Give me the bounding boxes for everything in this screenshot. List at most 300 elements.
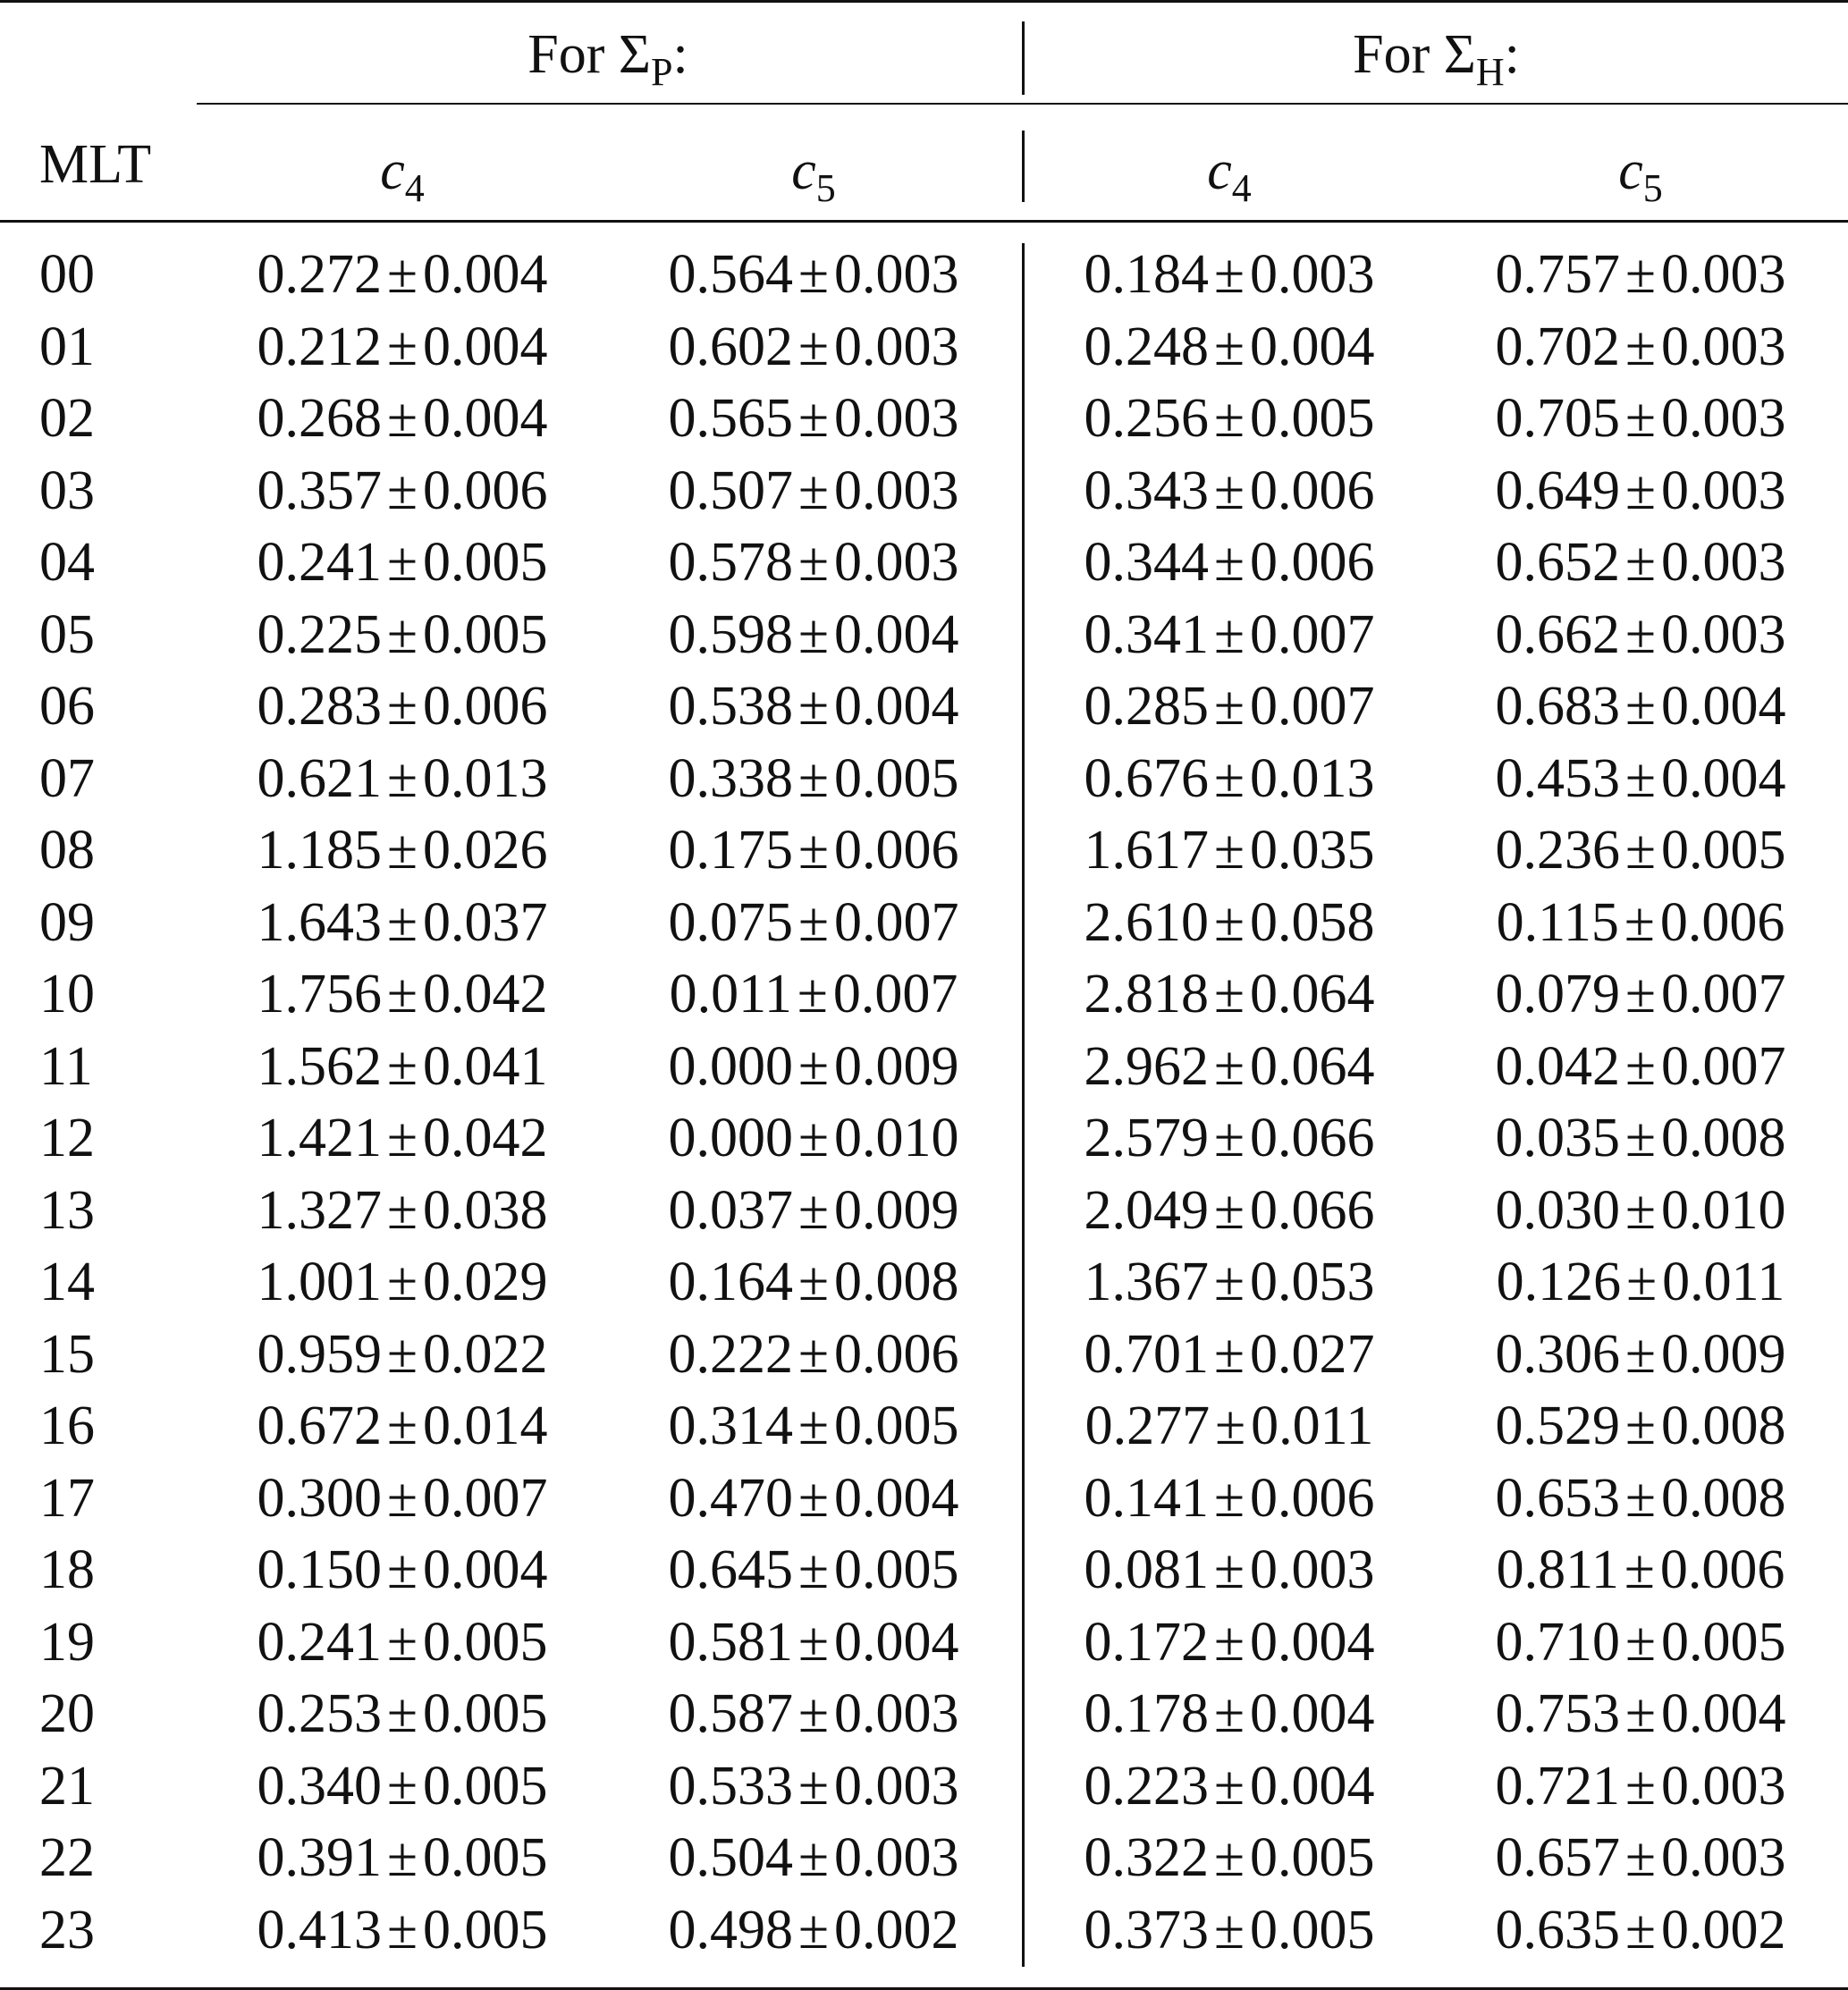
column-header-mlt: MLT <box>39 134 152 195</box>
value: 0.222 <box>668 1323 793 1385</box>
value: 0.602 <box>668 316 793 377</box>
uncertainty: 0.004 <box>423 1539 548 1600</box>
value-cell-h-c5 <box>1453 1822 1828 1893</box>
table-row <box>0 1894 1848 1966</box>
table-row <box>0 1319 1848 1390</box>
plus-minus-sign: ± <box>1213 1827 1245 1888</box>
value: 0.000 <box>668 1108 793 1168</box>
plus-minus-sign: ± <box>1215 1396 1246 1456</box>
uncertainty: 0.041 <box>423 1035 548 1097</box>
value: 0.413 <box>257 1899 382 1960</box>
value: 0.598 <box>668 603 793 665</box>
value-cell-p-c4 <box>215 1894 590 1966</box>
plus-minus-sign: ± <box>797 964 828 1025</box>
plus-minus-sign: ± <box>1624 532 1657 593</box>
value: 1.367 <box>1084 1252 1209 1312</box>
plus-minus-sign: ± <box>1213 1323 1245 1385</box>
value: 0.035 <box>1495 1108 1620 1168</box>
plus-minus-sign: ± <box>1624 1611 1657 1673</box>
plus-minus-sign: ± <box>386 1827 418 1888</box>
value-cell-h-c4 <box>1042 311 1417 383</box>
plus-minus-sign: ± <box>386 1179 418 1241</box>
uncertainty: 0.005 <box>1661 820 1786 881</box>
mlt-cell: 11 <box>39 1035 93 1097</box>
table-row <box>0 455 1848 527</box>
value: 0.344 <box>1084 532 1209 593</box>
uncertainty: 0.003 <box>1661 1755 1786 1817</box>
plus-minus-sign: ± <box>386 1683 418 1744</box>
plus-minus-sign: ± <box>797 460 830 521</box>
value: 0.150 <box>257 1539 382 1600</box>
uncertainty: 0.003 <box>1661 603 1786 665</box>
uncertainty: 0.005 <box>423 1899 548 1960</box>
value: 0.268 <box>257 388 382 449</box>
plus-minus-sign: ± <box>1213 1467 1245 1529</box>
plus-minus-sign: ± <box>1213 603 1245 665</box>
value-cell-p-c5 <box>626 1246 1001 1318</box>
plus-minus-sign: ± <box>386 1035 418 1097</box>
value: 0.721 <box>1495 1755 1620 1817</box>
mlt-cell: 08 <box>39 820 95 881</box>
table-row <box>0 743 1848 814</box>
value-cell-h-c5 <box>1453 311 1828 383</box>
plus-minus-sign: ± <box>1213 820 1245 881</box>
uncertainty: 0.006 <box>1659 891 1785 953</box>
value: 0.283 <box>257 676 382 737</box>
mlt-cell: 14 <box>39 1252 95 1312</box>
plus-minus-sign: ± <box>386 964 418 1025</box>
table-row <box>0 1750 1848 1822</box>
value-cell-h-c5 <box>1453 1319 1828 1390</box>
uncertainty: 0.004 <box>834 1467 959 1529</box>
value: 0.241 <box>257 532 382 593</box>
value-cell-h-c5 <box>1453 958 1828 1030</box>
mlt-cell: 03 <box>39 460 95 521</box>
value-cell-h-c4 <box>1042 814 1417 886</box>
value: 0.391 <box>257 1827 382 1888</box>
plus-minus-sign: ± <box>1624 891 1655 953</box>
value-cell-p-c4 <box>215 383 590 454</box>
plus-minus-sign: ± <box>386 1899 418 1960</box>
value-cell-h-c5 <box>1453 1175 1828 1246</box>
value-cell-p-c4 <box>215 1534 590 1606</box>
plus-minus-sign: ± <box>386 532 418 593</box>
value: 0.705 <box>1495 388 1620 449</box>
value-cell-h-c4 <box>1042 887 1417 958</box>
value: 1.185 <box>257 820 382 881</box>
uncertainty: 0.066 <box>1250 1179 1375 1241</box>
uncertainty: 0.004 <box>1661 747 1786 809</box>
uncertainty: 0.003 <box>834 460 959 521</box>
value-cell-h-c4 <box>1042 1319 1417 1390</box>
plus-minus-sign: ± <box>1624 316 1657 377</box>
value-cell-h-c4 <box>1042 1463 1417 1534</box>
value: 0.635 <box>1495 1899 1620 1960</box>
value: 0.565 <box>668 388 793 449</box>
table-row <box>0 1463 1848 1534</box>
plus-minus-sign: ± <box>1624 244 1657 305</box>
uncertainty: 0.003 <box>834 1755 959 1817</box>
header-separator-bottom <box>1022 131 1025 202</box>
value-cell-p-c5 <box>626 1606 1001 1678</box>
uncertainty: 0.008 <box>834 1252 959 1312</box>
value-cell-p-c4 <box>215 670 590 742</box>
value: 0.701 <box>1084 1323 1209 1385</box>
value: 0.373 <box>1084 1899 1209 1960</box>
plus-minus-sign: ± <box>1624 1827 1657 1888</box>
uncertainty: 0.010 <box>1661 1179 1786 1241</box>
value-cell-p-c5 <box>626 743 1001 814</box>
value: 0.657 <box>1495 1827 1620 1888</box>
mlt-cell: 04 <box>39 532 95 593</box>
uncertainty: 0.064 <box>1250 964 1375 1025</box>
mlt-cell: 22 <box>39 1827 95 1888</box>
uncertainty: 0.026 <box>423 820 548 881</box>
uncertainty: 0.035 <box>1250 820 1375 881</box>
uncertainty: 0.007 <box>1250 603 1375 665</box>
plus-minus-sign: ± <box>797 316 830 377</box>
value: 0.652 <box>1495 532 1620 593</box>
plus-minus-sign: ± <box>1624 1539 1655 1600</box>
uncertainty: 0.009 <box>834 1179 959 1241</box>
value-cell-p-c4 <box>215 1678 590 1750</box>
value: 0.672 <box>257 1396 382 1456</box>
uncertainty: 0.005 <box>1250 1827 1375 1888</box>
uncertainty: 0.004 <box>834 676 959 737</box>
uncertainty: 0.006 <box>1250 532 1375 593</box>
uncertainty: 0.007 <box>1661 964 1786 1025</box>
value-cell-h-c5 <box>1453 887 1828 958</box>
value: 0.662 <box>1495 603 1620 665</box>
plus-minus-sign: ± <box>386 1396 418 1456</box>
value-cell-p-c5 <box>626 1534 1001 1606</box>
plus-minus-sign: ± <box>1213 1108 1245 1168</box>
table-row <box>0 1822 1848 1893</box>
value: 0.115 <box>1496 891 1619 953</box>
value-cell-p-c5 <box>626 1678 1001 1750</box>
value-cell-h-c4 <box>1042 599 1417 670</box>
value-cell-h-c4 <box>1042 527 1417 598</box>
value: 0.538 <box>668 676 793 737</box>
table-row <box>0 1534 1848 1606</box>
value: 0.248 <box>1084 316 1209 377</box>
uncertainty: 0.005 <box>834 747 959 809</box>
plus-minus-sign: ± <box>1213 676 1245 737</box>
value-cell-p-c4 <box>215 1319 590 1390</box>
plus-minus-sign: ± <box>797 1323 830 1385</box>
uncertainty: 0.005 <box>423 1611 548 1673</box>
uncertainty: 0.005 <box>834 1396 959 1456</box>
mlt-cell: 01 <box>39 316 95 377</box>
value: 0.042 <box>1495 1035 1620 1097</box>
value: 0.621 <box>257 747 382 809</box>
value-cell-p-c5 <box>626 1031 1001 1102</box>
group-rule <box>197 103 1848 105</box>
value-cell-h-c5 <box>1453 1463 1828 1534</box>
mlt-cell: 20 <box>39 1683 95 1744</box>
value-cell-p-c4 <box>215 311 590 383</box>
value-cell-p-c5 <box>626 670 1001 742</box>
uncertainty: 0.010 <box>834 1108 959 1168</box>
value-cell-h-c4 <box>1042 1750 1417 1822</box>
value: 0.470 <box>668 1467 793 1529</box>
mlt-cell: 09 <box>39 891 95 953</box>
uncertainty: 0.011 <box>1662 1252 1785 1312</box>
mlt-cell: 05 <box>39 603 95 665</box>
uncertainty: 0.003 <box>1661 316 1786 377</box>
value-cell-h-c5 <box>1453 1246 1828 1318</box>
uncertainty: 0.003 <box>1661 244 1786 305</box>
uncertainty: 0.003 <box>834 1827 959 1888</box>
plus-minus-sign: ± <box>386 1755 418 1817</box>
value: 0.710 <box>1495 1611 1620 1673</box>
table-row <box>0 814 1848 886</box>
plus-minus-sign: ± <box>1624 1179 1657 1241</box>
value-cell-p-c5 <box>626 958 1001 1030</box>
plus-minus-sign: ± <box>386 1108 418 1168</box>
plus-minus-sign: ± <box>1213 1035 1245 1097</box>
table-row <box>0 239 1848 310</box>
plus-minus-sign: ± <box>797 747 830 809</box>
uncertainty: 0.005 <box>423 1683 548 1744</box>
value: 0.645 <box>668 1539 793 1600</box>
uncertainty: 0.038 <box>423 1179 548 1241</box>
uncertainty: 0.004 <box>423 244 548 305</box>
value: 0.000 <box>668 1035 793 1097</box>
uncertainty: 0.027 <box>1250 1323 1375 1385</box>
value-cell-p-c5 <box>626 1175 1001 1246</box>
plus-minus-sign: ± <box>797 1252 830 1312</box>
value-cell-h-c5 <box>1453 599 1828 670</box>
plus-minus-sign: ± <box>797 1035 830 1097</box>
plus-minus-sign: ± <box>386 820 418 881</box>
uncertainty: 0.014 <box>423 1396 548 1456</box>
value-cell-p-c4 <box>215 1463 590 1534</box>
value-cell-h-c5 <box>1453 239 1828 310</box>
table-row <box>0 958 1848 1030</box>
value: 0.676 <box>1084 747 1209 809</box>
plus-minus-sign: ± <box>386 316 418 377</box>
value: 1.643 <box>257 891 382 953</box>
plus-minus-sign: ± <box>1624 747 1657 809</box>
uncertainty: 0.004 <box>423 388 548 449</box>
uncertainty: 0.029 <box>423 1252 548 1312</box>
plus-minus-sign: ± <box>1624 964 1657 1025</box>
plus-minus-sign: ± <box>1624 1899 1657 1960</box>
top-rule <box>0 0 1848 3</box>
value: 0.126 <box>1496 1252 1622 1312</box>
plus-minus-sign: ± <box>386 891 418 953</box>
value-cell-h-c4 <box>1042 670 1417 742</box>
value-cell-p-c5 <box>626 455 1001 527</box>
mlt-cell: 16 <box>39 1396 95 1456</box>
mlt-cell: 19 <box>39 1611 95 1673</box>
plus-minus-sign: ± <box>1213 891 1245 953</box>
value: 0.507 <box>668 460 793 521</box>
plus-minus-sign: ± <box>386 1539 418 1600</box>
value: 0.753 <box>1495 1683 1620 1744</box>
value-cell-h-c5 <box>1453 1102 1828 1174</box>
uncertainty: 0.003 <box>834 316 959 377</box>
uncertainty: 0.007 <box>832 964 958 1025</box>
value-cell-h-c4 <box>1042 383 1417 454</box>
header-rule <box>0 220 1848 223</box>
value: 0.030 <box>1495 1179 1620 1241</box>
uncertainty: 0.003 <box>834 532 959 593</box>
value-cell-h-c4 <box>1042 1534 1417 1606</box>
value: 0.079 <box>1495 964 1620 1025</box>
plus-minus-sign: ± <box>1213 1899 1245 1960</box>
plus-minus-sign: ± <box>1213 460 1245 521</box>
value: 0.223 <box>1084 1755 1209 1817</box>
plus-minus-sign: ± <box>386 1467 418 1529</box>
plus-minus-sign: ± <box>797 1396 830 1456</box>
mlt-cell: 02 <box>39 388 95 449</box>
value: 0.498 <box>668 1899 793 1960</box>
plus-minus-sign: ± <box>1213 964 1245 1025</box>
value: 0.241 <box>257 1611 382 1673</box>
value: 0.533 <box>668 1755 793 1817</box>
plus-minus-sign: ± <box>797 676 830 737</box>
value-cell-h-c5 <box>1453 527 1828 598</box>
uncertainty: 0.009 <box>834 1035 959 1097</box>
table-row <box>0 527 1848 598</box>
value: 0.649 <box>1495 460 1620 521</box>
value-cell-h-c5 <box>1453 814 1828 886</box>
value: 0.172 <box>1084 1611 1209 1673</box>
uncertainty: 0.004 <box>1250 1611 1375 1673</box>
plus-minus-sign: ± <box>797 603 830 665</box>
mlt-cell: 17 <box>39 1467 95 1529</box>
plus-minus-sign: ± <box>386 388 418 449</box>
uncertainty: 0.005 <box>423 603 548 665</box>
value-cell-h-c5 <box>1453 455 1828 527</box>
table-row <box>0 1102 1848 1174</box>
mlt-cell: 06 <box>39 676 95 737</box>
value-cell-h-c4 <box>1042 1678 1417 1750</box>
value-cell-p-c5 <box>626 599 1001 670</box>
mlt-cell: 21 <box>39 1755 95 1817</box>
value-cell-h-c5 <box>1453 1606 1828 1678</box>
value-cell-p-c4 <box>215 1102 590 1174</box>
uncertainty: 0.003 <box>1661 1827 1786 1888</box>
value: 0.702 <box>1495 316 1620 377</box>
value: 0.081 <box>1084 1539 1209 1600</box>
value-cell-p-c4 <box>215 1606 590 1678</box>
uncertainty: 0.042 <box>423 1108 548 1168</box>
value-cell-p-c4 <box>215 743 590 814</box>
plus-minus-sign: ± <box>1213 532 1245 593</box>
value: 0.225 <box>257 603 382 665</box>
value: 0.011 <box>669 964 792 1025</box>
plus-minus-sign: ± <box>797 1179 830 1241</box>
plus-minus-sign: ± <box>1213 1755 1245 1817</box>
value-cell-p-c4 <box>215 1750 590 1822</box>
value: 0.453 <box>1495 747 1620 809</box>
value: 0.175 <box>668 820 793 881</box>
value-cell-h-c4 <box>1042 1246 1417 1318</box>
uncertainty: 0.008 <box>1661 1467 1786 1529</box>
plus-minus-sign: ± <box>1624 1323 1657 1385</box>
plus-minus-sign: ± <box>386 1252 418 1312</box>
value: 1.327 <box>257 1179 382 1241</box>
value: 0.564 <box>668 244 793 305</box>
value-cell-p-c5 <box>626 1894 1001 1966</box>
uncertainty: 0.005 <box>834 1539 959 1600</box>
mlt-cell: 12 <box>39 1108 95 1168</box>
value: 2.610 <box>1084 891 1209 953</box>
uncertainty: 0.006 <box>1250 1467 1375 1529</box>
uncertainty: 0.002 <box>1661 1899 1786 1960</box>
uncertainty: 0.053 <box>1250 1252 1375 1312</box>
value: 0.587 <box>668 1683 793 1744</box>
value: 0.037 <box>668 1179 793 1241</box>
value: 0.581 <box>668 1611 793 1673</box>
value: 1.421 <box>257 1108 382 1168</box>
uncertainty: 0.013 <box>423 747 548 809</box>
value-cell-p-c4 <box>215 1246 590 1318</box>
plus-minus-sign: ± <box>1213 1539 1245 1600</box>
uncertainty: 0.003 <box>834 244 959 305</box>
value: 0.529 <box>1495 1396 1620 1456</box>
uncertainty: 0.004 <box>834 1611 959 1673</box>
value-cell-h-c4 <box>1042 1822 1417 1893</box>
value: 0.322 <box>1084 1827 1209 1888</box>
value: 0.314 <box>668 1396 793 1456</box>
value: 1.756 <box>257 964 382 1025</box>
plus-minus-sign: ± <box>797 1899 830 1960</box>
value: 1.562 <box>257 1035 382 1097</box>
value-cell-h-c4 <box>1042 1894 1417 1966</box>
value-cell-h-c4 <box>1042 455 1417 527</box>
value: 0.811 <box>1496 1539 1619 1600</box>
value-cell-h-c4 <box>1042 958 1417 1030</box>
plus-minus-sign: ± <box>386 460 418 521</box>
mlt-cell: 13 <box>39 1179 95 1241</box>
value: 0.683 <box>1495 676 1620 737</box>
value-cell-p-c5 <box>626 1319 1001 1390</box>
value-cell-p-c4 <box>215 239 590 310</box>
plus-minus-sign: ± <box>1213 388 1245 449</box>
plus-minus-sign: ± <box>1624 820 1657 881</box>
value: 0.757 <box>1495 244 1620 305</box>
column-header-p-c5: $c_5$ <box>791 140 836 210</box>
value-cell-p-c5 <box>626 527 1001 598</box>
uncertainty: 0.011 <box>1251 1396 1374 1456</box>
table-row <box>0 311 1848 383</box>
value-cell-p-c4 <box>215 527 590 598</box>
uncertainty: 0.004 <box>1661 676 1786 737</box>
uncertainty: 0.008 <box>1661 1396 1786 1456</box>
plus-minus-sign: ± <box>1213 1179 1245 1241</box>
uncertainty: 0.002 <box>834 1899 959 1960</box>
plus-minus-sign: ± <box>1213 244 1245 305</box>
plus-minus-sign: ± <box>1213 1611 1245 1673</box>
plus-minus-sign: ± <box>1624 1467 1657 1529</box>
group-header-sigma-h: For $\Sigma_H$: <box>1353 24 1520 94</box>
value-cell-h-c5 <box>1453 1894 1828 1966</box>
uncertainty: 0.004 <box>423 316 548 377</box>
plus-minus-sign: ± <box>386 603 418 665</box>
table-row <box>0 887 1848 958</box>
value-cell-p-c4 <box>215 599 590 670</box>
plus-minus-sign: ± <box>1624 388 1657 449</box>
plus-minus-sign: ± <box>797 1611 830 1673</box>
plus-minus-sign: ± <box>797 1683 830 1744</box>
uncertainty: 0.005 <box>1250 1899 1375 1960</box>
uncertainty: 0.005 <box>423 1827 548 1888</box>
plus-minus-sign: ± <box>797 388 830 449</box>
